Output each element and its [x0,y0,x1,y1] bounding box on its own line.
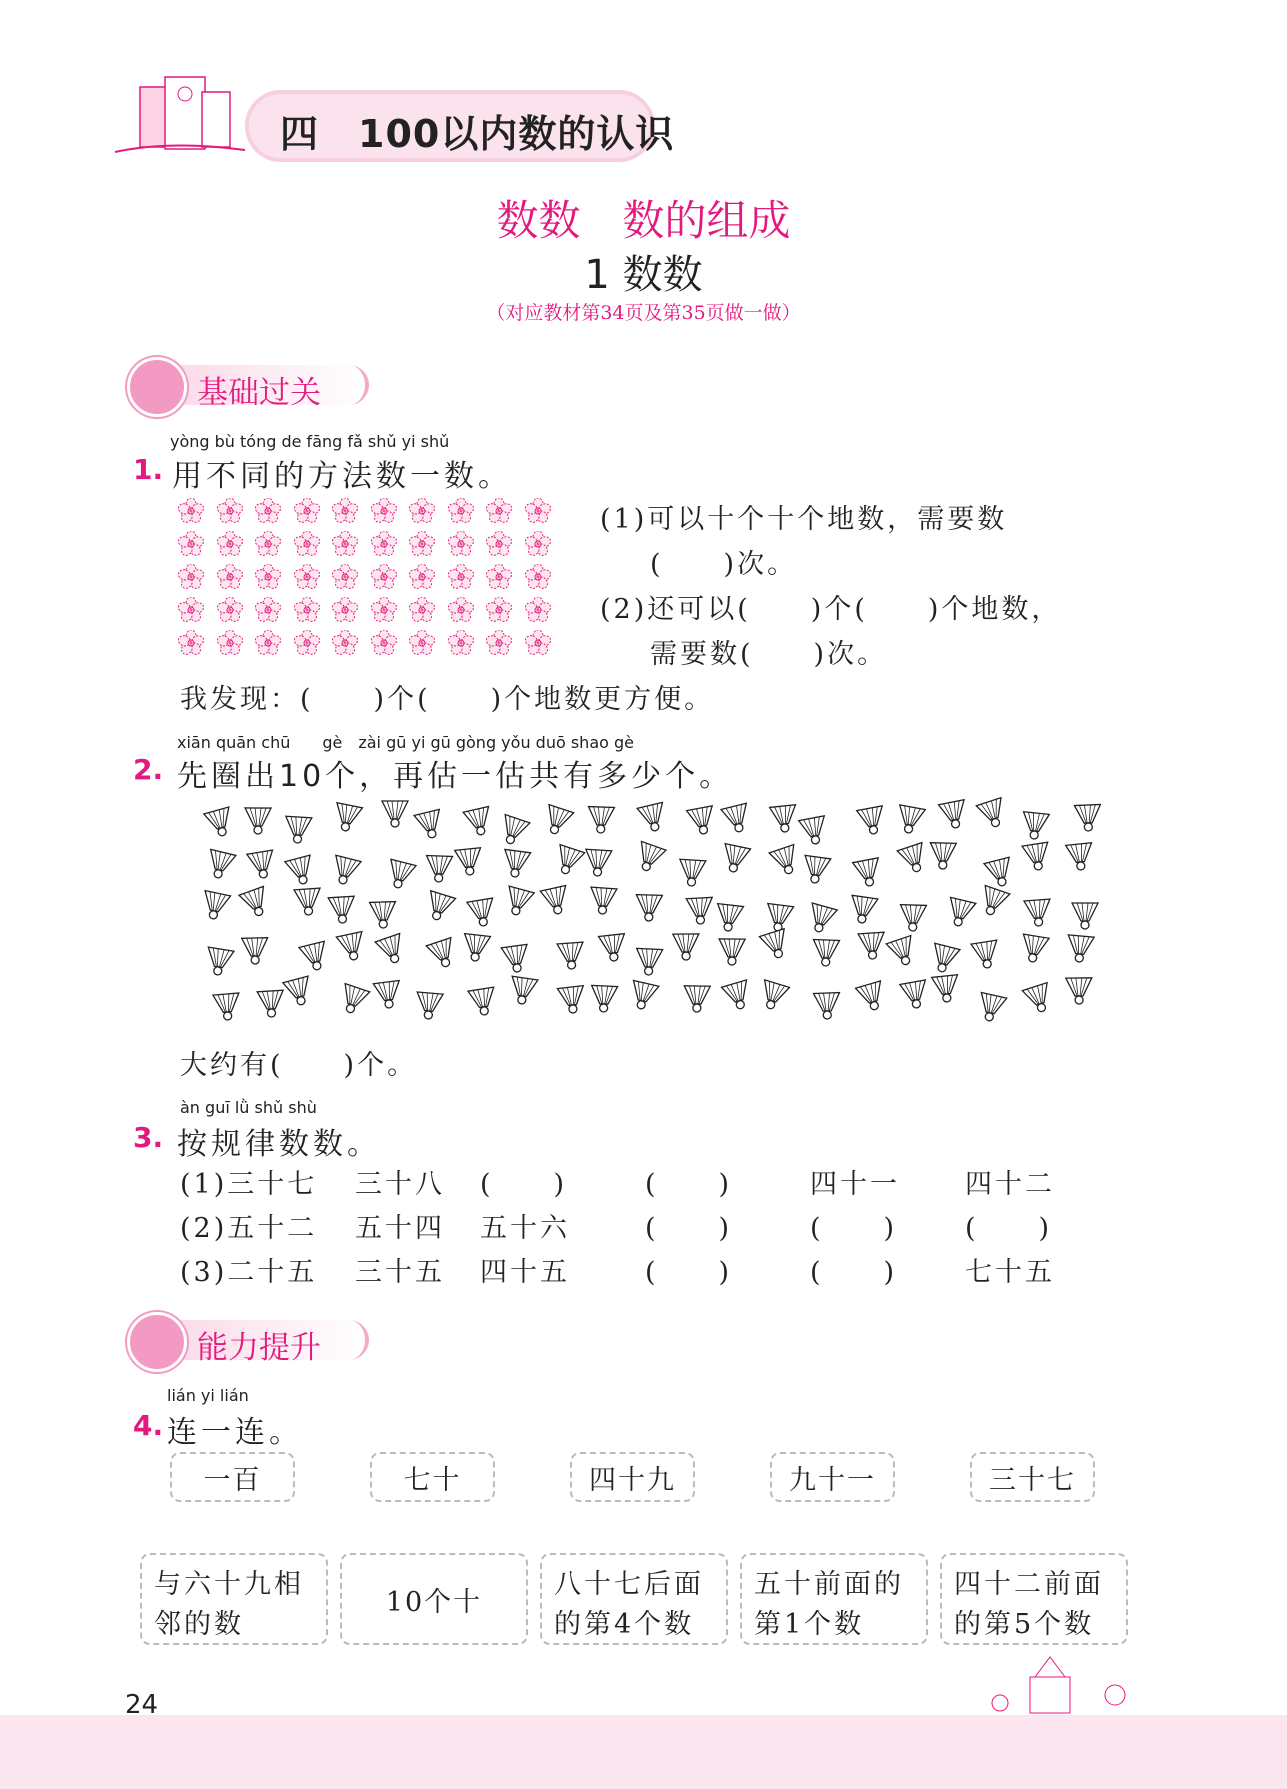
flower-icon [294,498,320,524]
q1-pinyin: yòng bù tóng de fāng fǎ shǔ yi shǔ [170,432,450,451]
flower-grid [178,498,568,668]
shuttlecock-icon [712,899,746,938]
sequence-row [180,1206,1055,1250]
q4-number: 4. [133,1409,164,1442]
seq-item: 七十五 [965,1257,1055,1288]
seq-blank[interactable]: ( ) [480,1169,568,1200]
shuttlecock-icon [201,943,236,983]
shuttlecock-icon [586,803,617,840]
q2-title: 先圈出10个，再估一估共有多少个。 [177,759,734,794]
castle-decoration-icon [940,1655,1170,1715]
flower-icon [255,630,281,656]
shuttlecock-icon [936,795,972,836]
shuttlecock-icon [555,982,589,1021]
shuttlecock-icon [1072,801,1104,838]
shuttlecock-icon [326,892,358,930]
seq-item: (3)二十五 [180,1257,318,1288]
shuttlecock-icon [670,930,700,966]
match-card-top[interactable]: 一百 [170,1452,295,1502]
shuttlecock-icon [459,929,493,968]
shuttlecock-icon [684,893,716,931]
q4-pinyin: lián yi lián [167,1386,249,1405]
shuttlecock-icon [798,851,833,891]
seq-item: 五十六 [480,1213,570,1244]
shuttlecock-icon [381,854,419,896]
flower-icon [178,531,204,557]
match-card-bottom[interactable]: 四十二前面的第5个数 [940,1553,1128,1645]
shuttlecock-icon [684,801,720,842]
flower-icon [178,498,204,524]
badge-label: 基础过关 [197,375,321,411]
flower-icon [486,597,512,623]
shuttlecock-icon [499,881,537,924]
shuttlecock-icon [243,804,273,840]
flower-icon [371,531,397,557]
shuttlecock-icon [852,976,891,1019]
shuttlecock-icon [796,811,832,852]
shuttlecock-icon [753,975,792,1018]
flower-icon [448,597,474,623]
shuttlecock-icon [240,934,271,971]
flower-icon [332,630,358,656]
q3-pinyin: àn guī lǜ shǔ shù [180,1098,317,1117]
seq-blank[interactable]: ( ) [645,1257,733,1288]
match-card-bottom[interactable]: 八十七后面的第4个数 [540,1553,728,1645]
shuttlecock-icon [420,886,459,929]
flower-icon [332,564,358,590]
seq-blank[interactable]: ( ) [810,1257,898,1288]
flower-icon [332,498,358,524]
q2-pinyin: xiān quān chū gè zài gū yi gū gòng yǒu duō shao gè [177,733,634,752]
shuttlecock-icon [588,981,620,1018]
flower-icon [332,597,358,623]
page-number: 24 [125,1690,159,1720]
shuttlecock-icon [380,797,410,833]
q3-title: 按规律数数。 [177,1127,381,1162]
description-cards [140,1553,1128,1645]
sequence-row [180,1162,1055,1206]
shuttlecock-icon [371,976,405,1015]
shuttlecock-icon [676,856,708,894]
seq-item: (1)三十七 [180,1169,318,1200]
flower-icon [255,597,281,623]
shuttlecock-icon [716,935,746,971]
flower-icon [525,531,551,557]
shuttlecock-icon [883,931,923,975]
flower-icon [178,564,204,590]
flower-icon [486,630,512,656]
flower-icon [294,564,320,590]
match-card-bottom[interactable]: 10个十 [340,1553,528,1645]
match-card-top[interactable]: 四十九 [570,1452,695,1502]
shuttlecock-icon [892,801,928,842]
shuttlecock-icon [973,793,1013,837]
girl-avatar-icon [127,1312,187,1372]
shuttlecock-icon [329,798,365,839]
flower-icon [255,531,281,557]
seq-item: 四十二 [965,1169,1055,1200]
q1-part2-blank[interactable]: 需要数( )次。 [650,639,888,670]
flower-icon [255,564,281,590]
flower-icon [294,630,320,656]
shuttlecock-icon [633,944,665,981]
seq-blank[interactable]: ( ) [645,1213,733,1244]
match-card-top[interactable]: 三十七 [970,1452,1095,1502]
chapter-title: 四 100以内数的认识 [280,112,675,156]
shuttlecock-icon [928,839,959,876]
flower-icon [371,564,397,590]
shuttlecock-icon [634,798,671,840]
q1-part1: (1)可以十个十个地数，需要数 [600,504,1008,535]
match-card-top[interactable]: 九十一 [770,1452,895,1502]
match-card-top[interactable]: 七十 [370,1452,495,1502]
shuttlecock-icon [968,936,1003,976]
shuttlecock-icon [368,898,399,935]
shuttlecock-icon [846,891,881,931]
shuttlecock-icon [596,929,630,968]
shuttlecock-icon [499,845,533,885]
shuttlecock-icon [587,883,619,921]
q3-sequences [180,1162,1055,1294]
shuttlecock-icon [411,805,449,847]
shuttlecock-icon [718,799,756,841]
flower-icon [217,564,243,590]
shuttlecock-icon [811,936,842,973]
flower-icon [486,531,512,557]
shuttlecock-icon [460,802,497,844]
flower-icon [217,630,243,656]
flower-icon [409,597,435,623]
shuttlecock-icon [1019,838,1054,878]
q2-number: 2. [133,753,164,786]
seq-blank[interactable]: ( ) [965,1213,1053,1244]
flower-icon [217,597,243,623]
match-card-bottom[interactable]: 与六十九相邻的数 [140,1553,328,1645]
shuttlecock-icon [412,988,445,1026]
flower-icon [448,630,474,656]
q1-number: 1. [133,453,164,486]
shuttlecock-icon [244,846,279,886]
flower-icon [525,630,551,656]
sequence-row [180,1250,1055,1294]
seq-item: 四十一 [810,1169,900,1200]
flower-icon [409,531,435,557]
shuttlecock-icon [555,938,588,976]
q2-answer[interactable]: 大约有( )个。 [180,1050,418,1081]
shuttlecock-icon [1063,839,1096,878]
shuttlecock-icon [717,839,754,880]
flower-icon [448,564,474,590]
flower-icon [255,498,281,524]
shuttlecock-icon [334,928,371,969]
lesson-title: 1 数数 [584,252,703,298]
shuttlecock-icon [236,882,276,926]
shuttlecock-icon [423,933,463,977]
shuttlecock-icon [1063,930,1096,969]
flower-icon [371,630,397,656]
shuttlecock-icon [1069,899,1099,935]
shuttlecock-icon [854,802,890,843]
number-word-cards [170,1452,1095,1502]
shuttlecock-icon [1019,978,1059,1021]
flower-icon [294,531,320,557]
q1-finding[interactable]: 我发现：( )个( )个地数更方便。 [180,684,715,715]
shuttlecock-icon [453,844,486,883]
shuttlecock-icon [973,988,1010,1030]
seq-item: 三十八 [355,1169,445,1200]
match-card-bottom[interactable]: 五十前面的第1个数 [740,1553,928,1645]
shuttlecock-icon [282,812,314,850]
flower-icon [332,531,358,557]
shuttlecock-icon [292,884,324,922]
shuttlecock-icon [850,854,886,895]
shuttlecock-icon [898,901,929,938]
shuttlecock-icon [1016,929,1051,969]
shuttlecock-icon [424,851,455,888]
flower-icon [409,630,435,656]
shuttlecock-icon [372,929,412,973]
shuttlecock-icon [856,928,888,966]
flower-icon [409,498,435,524]
seq-blank[interactable]: ( ) [810,1213,898,1244]
seq-item: (2)五十二 [180,1213,318,1244]
flower-icon [486,564,512,590]
flower-icon [525,597,551,623]
advanced-section-badge [135,1320,369,1366]
seq-item: 三十五 [355,1257,445,1288]
seq-item: 五十四 [355,1213,445,1244]
flower-icon [371,498,397,524]
q1-part2[interactable]: (2)还可以( )个( )个地数， [600,594,1062,625]
shuttlecock-icon [1064,974,1094,1010]
shuttlecock-icon [811,989,842,1026]
shuttlecock-icon [682,981,713,1018]
basic-section-badge [135,365,369,411]
flower-icon [525,564,551,590]
shuttlecock-icon [625,976,662,1018]
flower-icon [217,531,243,557]
shuttlecock-icon [211,989,244,1027]
shuttlecock-icon [326,851,364,893]
q3-number: 3. [133,1121,164,1154]
badge-label: 能力提升 [197,1330,321,1366]
building-illustration-icon [110,62,250,162]
girl-avatar-icon [127,357,187,417]
shuttlecock-icon [629,837,669,881]
shuttlecock-icon [466,983,501,1023]
flower-icon [371,597,397,623]
flower-icon [217,498,243,524]
shuttlecock-icon [333,979,373,1023]
flower-icon [448,531,474,557]
flower-icon [178,597,204,623]
flower-icon [178,630,204,656]
flower-icon [294,597,320,623]
section-title: 数数 数的组成 [496,196,791,245]
flower-icon [525,498,551,524]
seq-blank[interactable]: ( ) [645,1169,733,1200]
shuttlecock-icon [538,882,575,924]
shuttlecock-icon [897,976,933,1017]
q1-part1-blank[interactable]: ( )次。 [650,549,798,580]
q4-title: 连一连。 [167,1415,303,1450]
shuttlecock-icon [930,971,964,1010]
shuttlecock-icon [201,845,239,887]
q1-title: 用不同的方法数一数。 [172,459,512,494]
shuttlecock-icon [201,803,239,846]
seq-item: 四十五 [480,1257,570,1288]
flower-icon [448,498,474,524]
shuttlecock-icon [505,972,540,1012]
flower-icon [486,498,512,524]
shuttlecock-icon [633,890,664,927]
shuttlecock-icon [582,845,614,883]
footer-band [0,1715,1287,1789]
shuttlecock-icon [537,800,577,844]
shuttlecock-field[interactable] [200,795,1120,1030]
shuttlecock-icon [197,886,234,927]
shuttlecock-icon [718,975,757,1018]
textbook-reference: （对应教材第34页及第35页做一做） [486,302,801,324]
flower-icon [409,564,435,590]
shuttlecock-icon [464,894,499,934]
shuttlecock-icon [1022,895,1055,933]
